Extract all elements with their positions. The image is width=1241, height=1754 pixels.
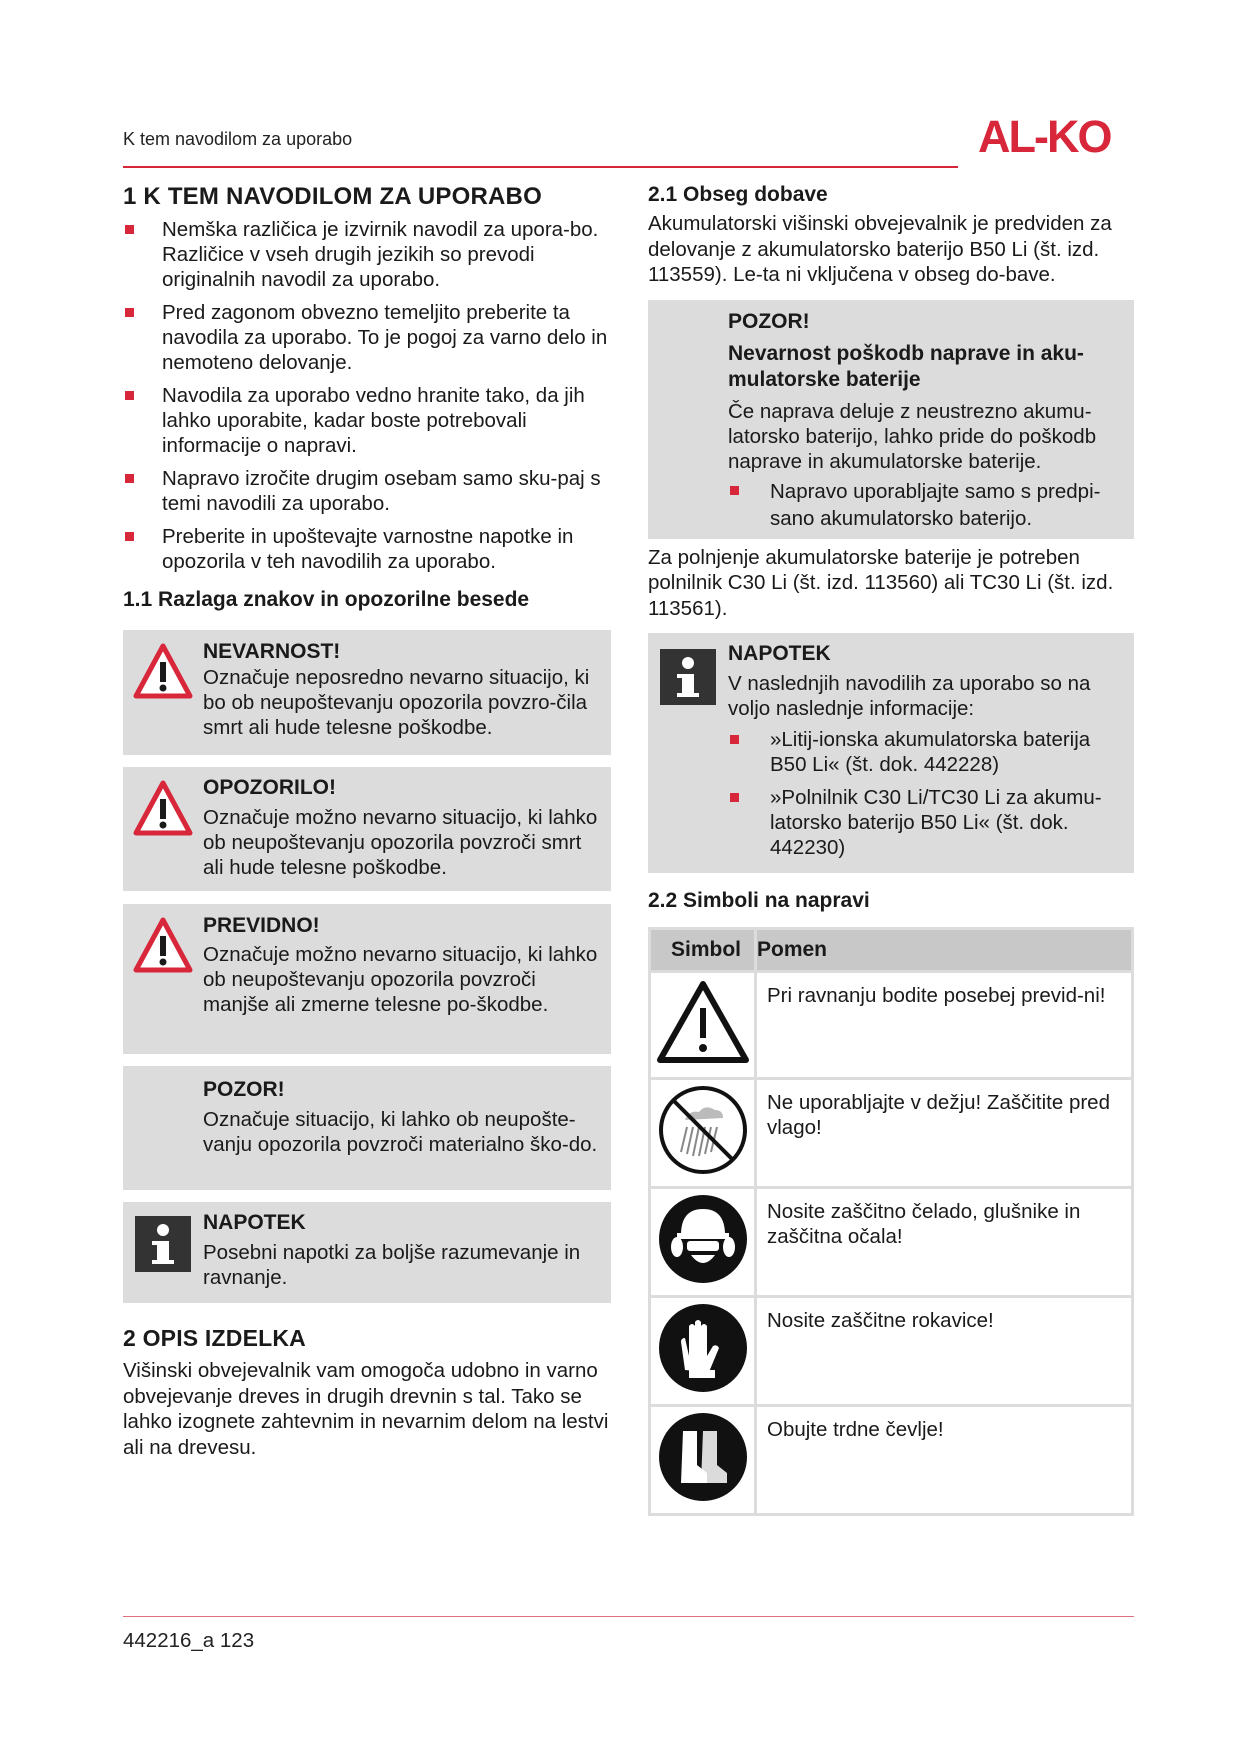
section-1-1-heading: 1.1 Razlaga znakov in opozorilne besede bbox=[123, 588, 530, 611]
gloves-icon bbox=[650, 1297, 756, 1406]
warning-triangle-icon bbox=[133, 916, 193, 976]
notice-text: Označuje možno nevarno situacijo, ki lahko ob neupoštevanju opozorila povzroči manjše ali zmerne telesne po-škodbe. bbox=[203, 943, 598, 1016]
notice-attention bbox=[123, 1066, 611, 1190]
notice-title: OPOZORILO! bbox=[203, 776, 336, 799]
column-header-symbol: Simbol bbox=[650, 929, 756, 972]
list-item: Navodila za uporabo vedno hranite tako, da jih lahko uporabite, kadar boste potrebovali informacije o napravi. bbox=[123, 383, 611, 458]
no-rain-icon bbox=[650, 1079, 756, 1188]
notice-caution bbox=[123, 904, 611, 1054]
column-header-meaning: Pomen bbox=[756, 929, 1133, 972]
info-icon bbox=[133, 1214, 193, 1274]
section-1-heading: 1 K TEM NAVODILOM ZA UPORABO bbox=[123, 183, 542, 210]
notice-attention-battery bbox=[648, 300, 1134, 539]
info-icon bbox=[658, 647, 718, 707]
symbol-meaning: Pri ravnanju bodite posebej previd-ni! bbox=[756, 972, 1133, 1079]
section-2-1-heading: 2.1 Obseg dobave bbox=[648, 183, 828, 206]
notice-bullets bbox=[728, 478, 1128, 532]
list-item: »Polnilnik C30 Li/TC30 Li za akumu-latorsko baterijo B50 Li« (št. dok. 442230) bbox=[728, 785, 1128, 860]
table-row bbox=[650, 1406, 1133, 1515]
warning-triangle-icon bbox=[133, 642, 193, 702]
svg-text:AL-KO: AL-KO bbox=[978, 112, 1111, 160]
list-item: Nemška različica je izvirnik navodil za upora-bo. Različice v vseh drugih jezikih so prevodi originalnih navodil za uporabo. bbox=[123, 217, 611, 292]
notice-title: NAPOTEK bbox=[203, 1211, 306, 1234]
table-row bbox=[650, 1079, 1133, 1188]
page-number: 442216_a 123 bbox=[123, 1629, 255, 1652]
notice-title: NAPOTEK bbox=[728, 642, 831, 665]
notice-text: V naslednjih navodilih za uporabo so na voljo naslednje informacije: bbox=[728, 672, 1091, 720]
header-rule bbox=[123, 166, 958, 168]
symbol-meaning: Obujte trdne čevlje! bbox=[756, 1406, 1133, 1515]
table-row bbox=[650, 1297, 1133, 1406]
notice-title: POZOR! bbox=[728, 309, 810, 333]
notice-danger bbox=[123, 630, 611, 755]
right-column bbox=[648, 183, 1134, 1516]
notice-text: Če naprava deluje z neustrezno akumu-latorsko baterijo, lahko pride do poškodb naprave in akumulatorske baterije. bbox=[728, 399, 1097, 473]
symbol-meaning: Nosite zaščitne rokavice! bbox=[756, 1297, 1133, 1406]
list-item: Preberite in upoštevajte varnostne napotke in opozorila v teh navodilih za uporabo. bbox=[123, 524, 611, 574]
section-1-bullets bbox=[123, 217, 611, 574]
table-row bbox=[650, 972, 1133, 1079]
left-column bbox=[123, 183, 611, 1460]
symbols-table bbox=[648, 927, 1134, 1516]
section-2-2-heading: 2.2 Simboli na napravi bbox=[648, 889, 870, 912]
section-2-1-text-2: Za polnjenje akumulatorske baterije je potreben polnilnik C30 Li (št. izd. 113560) ali TC30 Li (št. izd. 113561). bbox=[648, 545, 1114, 620]
list-item: Napravo uporabljajte samo s predpi-sano akumulatorsko baterijo. bbox=[728, 478, 1128, 532]
notice-note bbox=[123, 1202, 611, 1303]
notice-warning bbox=[123, 767, 611, 891]
alko-logo bbox=[978, 112, 1126, 160]
head-protection-icon bbox=[650, 1188, 756, 1297]
notice-note-documents bbox=[648, 633, 1134, 873]
section-2-heading: 2 OPIS IZDELKA bbox=[123, 1325, 306, 1351]
notice-bullets bbox=[728, 727, 1128, 860]
table-row bbox=[650, 1188, 1133, 1297]
warning-triangle-icon bbox=[133, 779, 193, 839]
footer-rule bbox=[123, 1616, 1134, 1617]
table-header-row bbox=[650, 929, 1133, 972]
symbol-meaning: Ne uporabljajte v dežju! Zaščitite pred vlago! bbox=[756, 1079, 1133, 1188]
running-header: K tem navodilom za uporabo bbox=[123, 129, 353, 149]
symbol-meaning: Nosite zaščitno čelado, glušnike in zaščitna očala! bbox=[756, 1188, 1133, 1297]
list-item: Pred zagonom obvezno temeljito preberite ta navodila za uporabo. To je pogoj za varno delo in nemoteno delovanje. bbox=[123, 300, 611, 375]
notice-title: POZOR! bbox=[203, 1078, 285, 1101]
notice-text: Označuje neposredno nevarno situacijo, ki bo ob neupoštevanju opozorila povzro-čila smrt ali hude telesne poškodbe. bbox=[203, 666, 590, 739]
section-2-1-text: Akumulatorski višinski obvejevalnik je predviden za delovanje z akumulatorsko baterijo B50 Li (št. izd. 113559). Le-ta ni vključena v obseg do-bave. bbox=[648, 212, 1112, 286]
list-item: »Litij-ionska akumulatorska baterija B50 Li« (št. dok. 442228) bbox=[728, 727, 1128, 777]
notice-text: Označuje situacijo, ki lahko ob neupošte-vanju opozorila povzroči materialno ško-do. bbox=[203, 1108, 598, 1156]
notice-title: PREVIDNO! bbox=[203, 914, 320, 937]
notice-text: Označuje možno nevarno situacijo, ki lahko ob neupoštevanju opozorila povzroči smrt ali hude telesne poškodbe. bbox=[203, 806, 598, 879]
caution-triangle-icon bbox=[650, 972, 756, 1079]
boots-icon bbox=[650, 1406, 756, 1515]
notice-text: Posebni napotki za boljše razumevanje in ravnanje. bbox=[203, 1241, 581, 1289]
section-2-text: Višinski obvejevalnik vam omogoča udobno in varno obvejevanje dreves in drugih drevnin s tal. Tako se lahko izognete zahtevnim in nevarnim delom na lestvi ali na drevesu. bbox=[123, 1359, 609, 1459]
notice-title: NEVARNOST! bbox=[203, 640, 341, 663]
notice-subtitle: Nevarnost poškodb naprave in aku-mulatorske baterije bbox=[728, 341, 1084, 391]
list-item: Napravo izročite drugim osebam samo sku-paj s temi navodili za uporabo. bbox=[123, 466, 611, 516]
